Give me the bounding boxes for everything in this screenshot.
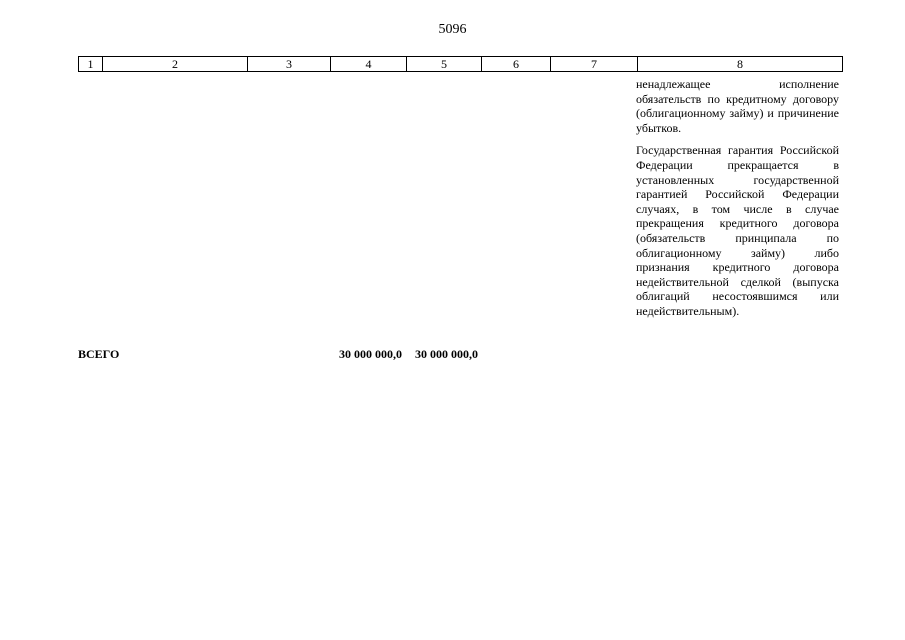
header-col-3: 3 [248,57,331,72]
obligation-breach-paragraph: ненадлежащее исполнение обязательств по кредитному договору (облигационному займу) и причинение убытков. [636,77,839,135]
header-col-5: 5 [407,57,482,72]
header-col-2: 2 [103,57,248,72]
total-col4-value: 30 000 000,0 [339,347,402,361]
column-number-header [78,56,843,72]
page-number: 5096 [438,22,467,37]
header-col-7: 7 [551,57,638,72]
total-col5-value: 30 000 000,0 [415,347,478,361]
header-col-1: 1 [79,57,103,72]
guarantee-termination-paragraph: Государственная гарантия Российской Федерации прекращается в установленных государственной гарантией Российской Федерации случаях, в том числе в случае прекращения кредитного договора (обязательств принципала по облигационному займу) либо признания кредитного договора недействительной сделкой (выпуска облигаций несостоявшимся или недействительным). [636,143,839,318]
column-8-text [636,77,839,327]
total-label: ВСЕГО [78,347,120,361]
header-col-4: 4 [331,57,407,72]
header-col-6: 6 [482,57,551,72]
header-col-8: 8 [638,57,843,72]
